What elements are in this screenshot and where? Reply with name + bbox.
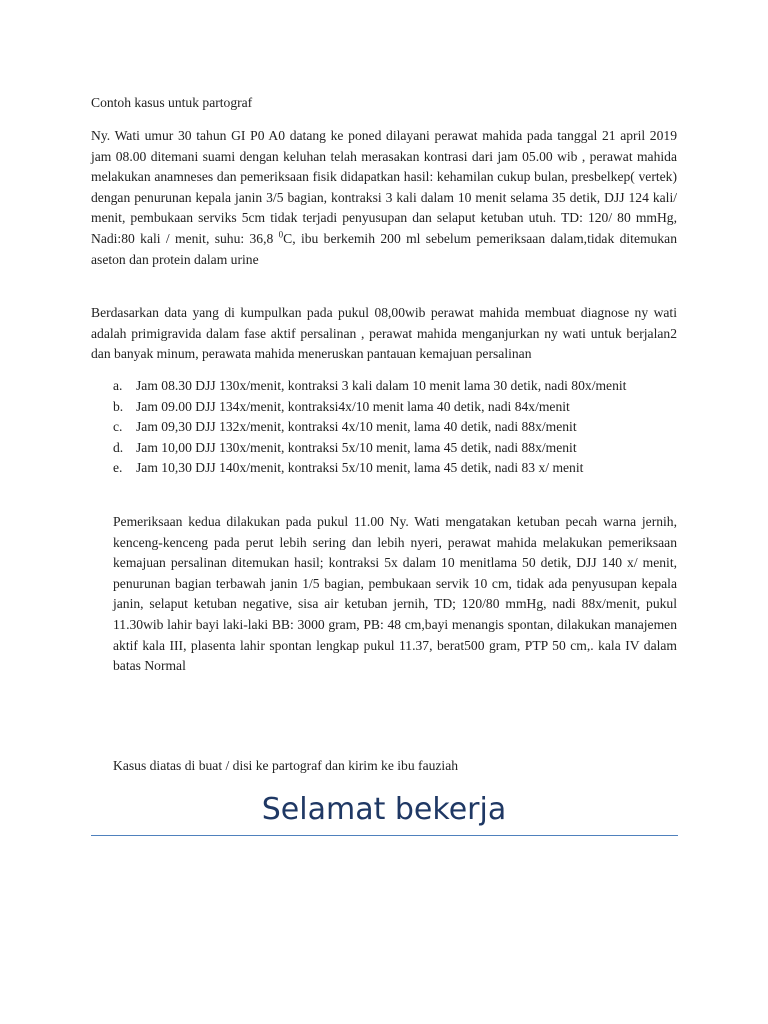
list-marker: d.	[113, 439, 124, 455]
list-item-text: Jam 09,30 DJJ 132x/menit, kontraksi 4x/10 menit, lama 40 detik, nadi 88x/menit	[136, 419, 577, 435]
list-item-text: Jam 08.30 DJJ 130x/menit, kontraksi 3 kali dalam 10 menit lama 30 detik, nadi 80x/menit	[136, 378, 627, 393]
list-item	[91, 438, 677, 459]
list-marker: b.	[113, 398, 124, 414]
list-item	[91, 376, 677, 397]
document-title: Selamat bekerja	[261, 792, 507, 827]
case-paragraph-3: Pemeriksaan kedua dilakukan pada pukul 11.00 Ny. Wati mengatakan ketuban pecah warna jernih, kenceng-kenceng pada perut lebih sering dan lebih nyeri, perawat mahida melakukan pemeriksaan kemajuan persalinan ditemukan hasil; kontraksi 5x dalam 10 menitlama 50 detik, DJJ 140 x/ menit, penurunan bagian terbawah janin 1/5 bagian, pembukaan servik 10 cm, tidak ada penyusupan kepala janin, selaput ketuban negative, sisa air ketuban jernih, TD; 120/80 mmHg, nadi 88x/menit, pukul 11.30wib lahir bayi laki-laki BB: 3000 gram, PB: 48 cm,bayi menangis spontan, dilakukan manajemen aktif kala III, plasenta lahir spontan lengkap pukul 11.37, berat500 gram, PTP 50 cm,. kala IV dalam batas Normal	[113, 514, 677, 674]
list-marker: a.	[113, 378, 123, 393]
list-item-text: Jam 09.00 DJJ 134x/menit, kontraksi4x/10 menit lama 40 detik, nadi 84x/menit	[136, 398, 570, 414]
title-underline-rule	[91, 835, 678, 836]
case-paragraph-1	[91, 126, 677, 270]
list-item-text: Jam 10,30 DJJ 140x/menit, kontraksi 5x/10 menit, lama 45 detik, nadi 83 x/ menit	[136, 460, 584, 476]
list-item	[91, 417, 677, 438]
closing-instruction: Kasus diatas di buat / disi ke partograf dan kirim ke ibu fauziah	[113, 758, 459, 773]
observation-list	[91, 376, 677, 479]
list-marker: c.	[113, 419, 123, 435]
case-paragraph-1-text-end: C, ibu berkemih 200 ml sebelum pemeriksaan dalam,tidak ditemukan aseton dan protein dalam urine	[91, 230, 677, 267]
list-marker: e.	[113, 460, 123, 476]
document-heading: Contoh kasus untuk partograf	[91, 95, 253, 110]
case-paragraph-2: Berdasarkan data yang di kumpulkan pada pukul 08,00wib perawat mahida membuat diagnose ny wati adalah primigravida dalam fase aktif persalinan , perawat mahida menganjurkan ny wati untuk berjalan2 dan banyak minum, perawata mahida meneruskan pantauan kemajuan persalinan	[91, 305, 677, 362]
list-item	[91, 397, 677, 418]
degree-superscript: 0	[278, 229, 284, 240]
case-paragraph-1-text: Ny. Wati umur 30 tahun GI P0 A0 datang ke poned dilayani perawat mahida pada tanggal 21 april 2019 jam 08.00 ditemani suami dengan keluhan telah merasakan kontrasi dari jam 05.00 wib , perawat mahida melakukan anamneses dan pemeriksaan fisik didapatkan hasil: kehamilan cukup bulan, presbelkep( vertek) dengan penurunan kepala janin 3/5 bagian, kontraksi 3 kali dalam 10 menit selama 35 detik, DJJ 124 kali/ menit, pembukaan serviks 5cm tidak terjadi penyusupan dan selaput ketuban utuh. TD: 120/ 80 mmHg, Nadi:80 kali / menit, suhu: 36,8	[91, 128, 677, 246]
list-item-text: Jam 10,00 DJJ 130x/menit, kontraksi 5x/10 menit, lama 45 detik, nadi 88x/menit	[136, 439, 577, 455]
list-item	[91, 458, 677, 479]
